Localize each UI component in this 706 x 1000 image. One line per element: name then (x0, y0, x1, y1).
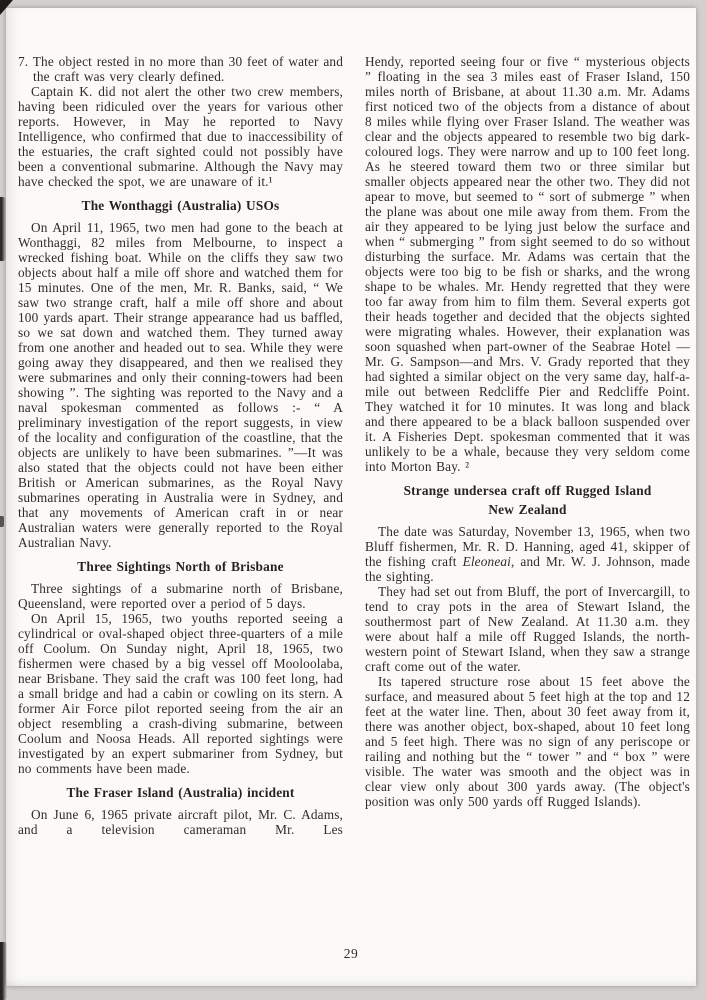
text-columns (18, 54, 690, 837)
section-heading-new-zealand: New Zealand (488, 502, 567, 517)
scan-artifact-edge (0, 516, 4, 527)
section-heading-rugged-island: Strange undersea craft off Rugged Island (403, 483, 652, 498)
scan-artifact-edge (0, 942, 7, 1000)
paragraph-text: , and Mr. W. J. Johnson, made the sighting. (365, 554, 690, 584)
paragraph-item-7: 7. The object rested in no more than 30 feet of water and the craft was very clearly defined. (18, 54, 343, 84)
paragraph-text: The date was Saturday, November 13, 1965, when two Bluff fishermen, Mr. R. D. Hanning, aged 41, skipper of the fishing craft (365, 524, 690, 569)
paragraph-bluff-voyage: They had set out from Bluff, the port of Invercargill, to tend to cray pots in the area of Stewart Island, the southermost part of New Zealand. At 11.30 a.m. they were about half a mile off Rugged Islands, the north-western point of Stewart Island, when they saw a strange craft come out of the water. (365, 584, 690, 674)
paragraph-fraser-start: On June 6, 1965 private aircraft pilot, Mr. C. Adams, and a television cameraman Mr. Les (18, 807, 343, 837)
page-sheet (6, 8, 696, 986)
scan-artifact-corner (0, 0, 13, 15)
paragraph-captain-k: Captain K. did not alert the other two crew members, having been ridiculed over the years for various other reports. However, in May he reported to Navy Intelligence, who confirmed that due to inaccessibility of the estuaries, the craft sighted could not possibly have been a conventional submarine. Although the Navy may have checked the spot, we are unaware of it.¹ (18, 84, 343, 189)
left-column (18, 54, 343, 837)
right-column (365, 54, 690, 837)
section-heading-brisbane: Three Sightings North of Brisbane (77, 559, 284, 574)
section-heading-fraser-island: The Fraser Island (Australia) incident (66, 785, 295, 800)
paragraph-sighting-date (365, 524, 690, 584)
scan-artifact-edge (0, 197, 6, 261)
paragraph-brisbane-intro: Three sightings of a submarine north of Brisbane, Queensland, were reported over a period of 5 days. (18, 581, 343, 611)
paragraph-tapered-structure: Its tapered structure rose about 15 feet above the surface, and measured about 5 feet high at the top and 12 feet at the water line. Then, about 30 feet away from it, there was another object, box-shaped, about 10 feet long and 5 feet high. There was no sign of any periscope or railing and nothing but the “ tower ” and “ box ” were visible. The water was smooth and the object was in clear view only about 300 yards away. (The object's position was only 500 yards off Rugged Islands). (365, 674, 690, 809)
paragraph-fraser-continuation: Hendy, reported seeing four or five “ mysterious objects ” floating in the sea 3 miles east of Fraser Island, 150 miles north of Brisbane, at about 11.30 a.m. Mr. Adams first noticed two of the objects from a distance of about 8 miles while flying over Fraser Island. The weather was clear and the objects appeared to resemble two big dark-coloured logs. They were narrow and up to 100 feet long. As he steered toward them two or three similar but smaller objects appeared near the other two. They did not apear to move, but seemed to “ sort of submerge ” when the plane was about one mile away from them. From the air they appeared to be lying just below the surface and when “ submerging ” from sight seemed to do so without disturbing the surface. Mr. Adams was certain that the objects were too big to be fish or sharks, and the wrong shape to be whales. Mr. Hendy regretted that they were too far away from him to film them. Several experts got their heads together and decided that the objects sighted were migrating whales. However, their explanation was soon squashed when part-owner of the Seabrae Hotel —Mr. G. Sampson—and Mrs. V. Grady reported that they had sighted a similar object on the very same day, half-a-mile out between Redcliffe Pier and Redcliffe Point. They watched it for 10 minutes. It was long and black and there appeared to be a black balloon suspended over it. A Fisheries Dept. spokesman commented that it was unlikely to be a whale, because they very seldom come into Morton Bay. ² (365, 54, 690, 474)
paragraph-brisbane-main: On April 15, 1965, two youths reported seeing a cylindrical or oval-shaped object three-quarters of a mile off Coolum. On Sunday night, April 18, 1965, two fishermen were chased by a big vessel off Mooloolaba, near Brisbane. They said the craft was 100 feet long, had a small bridge and had a cabin or cowling on its stern. A former Air Force pilot reported seeing from the air an object resembling a crash-diving submarine, between Coolum and Noosa Heads. All reported sightings were investigated by an expert submariner from Sydney, but no comments have been made. (18, 611, 343, 776)
page-number: 29 (343, 946, 359, 961)
section-heading-wonthaggi: The Wonthaggi (Australia) USOs (81, 198, 280, 213)
vessel-name-italic: Eleoneai (462, 554, 512, 569)
paragraph-wonthaggi: On April 11, 1965, two men had gone to the beach at Wonthaggi, 82 miles from Melbourne, to inspect a wrecked fishing boat. While on the cliffs they saw two objects about half a mile off shore and watched them for 15 minutes. One of the men, Mr. R. Banks, said, “ We saw two strange craft, half a mile off shore and about 100 yards apart. Their strange appearance had us baffled, so we sat down and watched them. They turned away from one another and headed out to sea. While they were going away they disappeared, and then we realised they were submarines and only their conning-towers had been showing ”. The sighting was reported to the Navy and a naval spokesman commented as follows :- “ A preliminary investigation of the report suggests, in view of the locality and configuration of the coastline, that the objects are unlikely to have been submarines. ”—It was also stated that the objects could not have been either British or American submarines, as the Royal Navy submarines operating in Australia were in Sydney, and that any movements of American craft in or near Australian waters were generally reported to the Royal Australian Navy. (18, 220, 343, 550)
